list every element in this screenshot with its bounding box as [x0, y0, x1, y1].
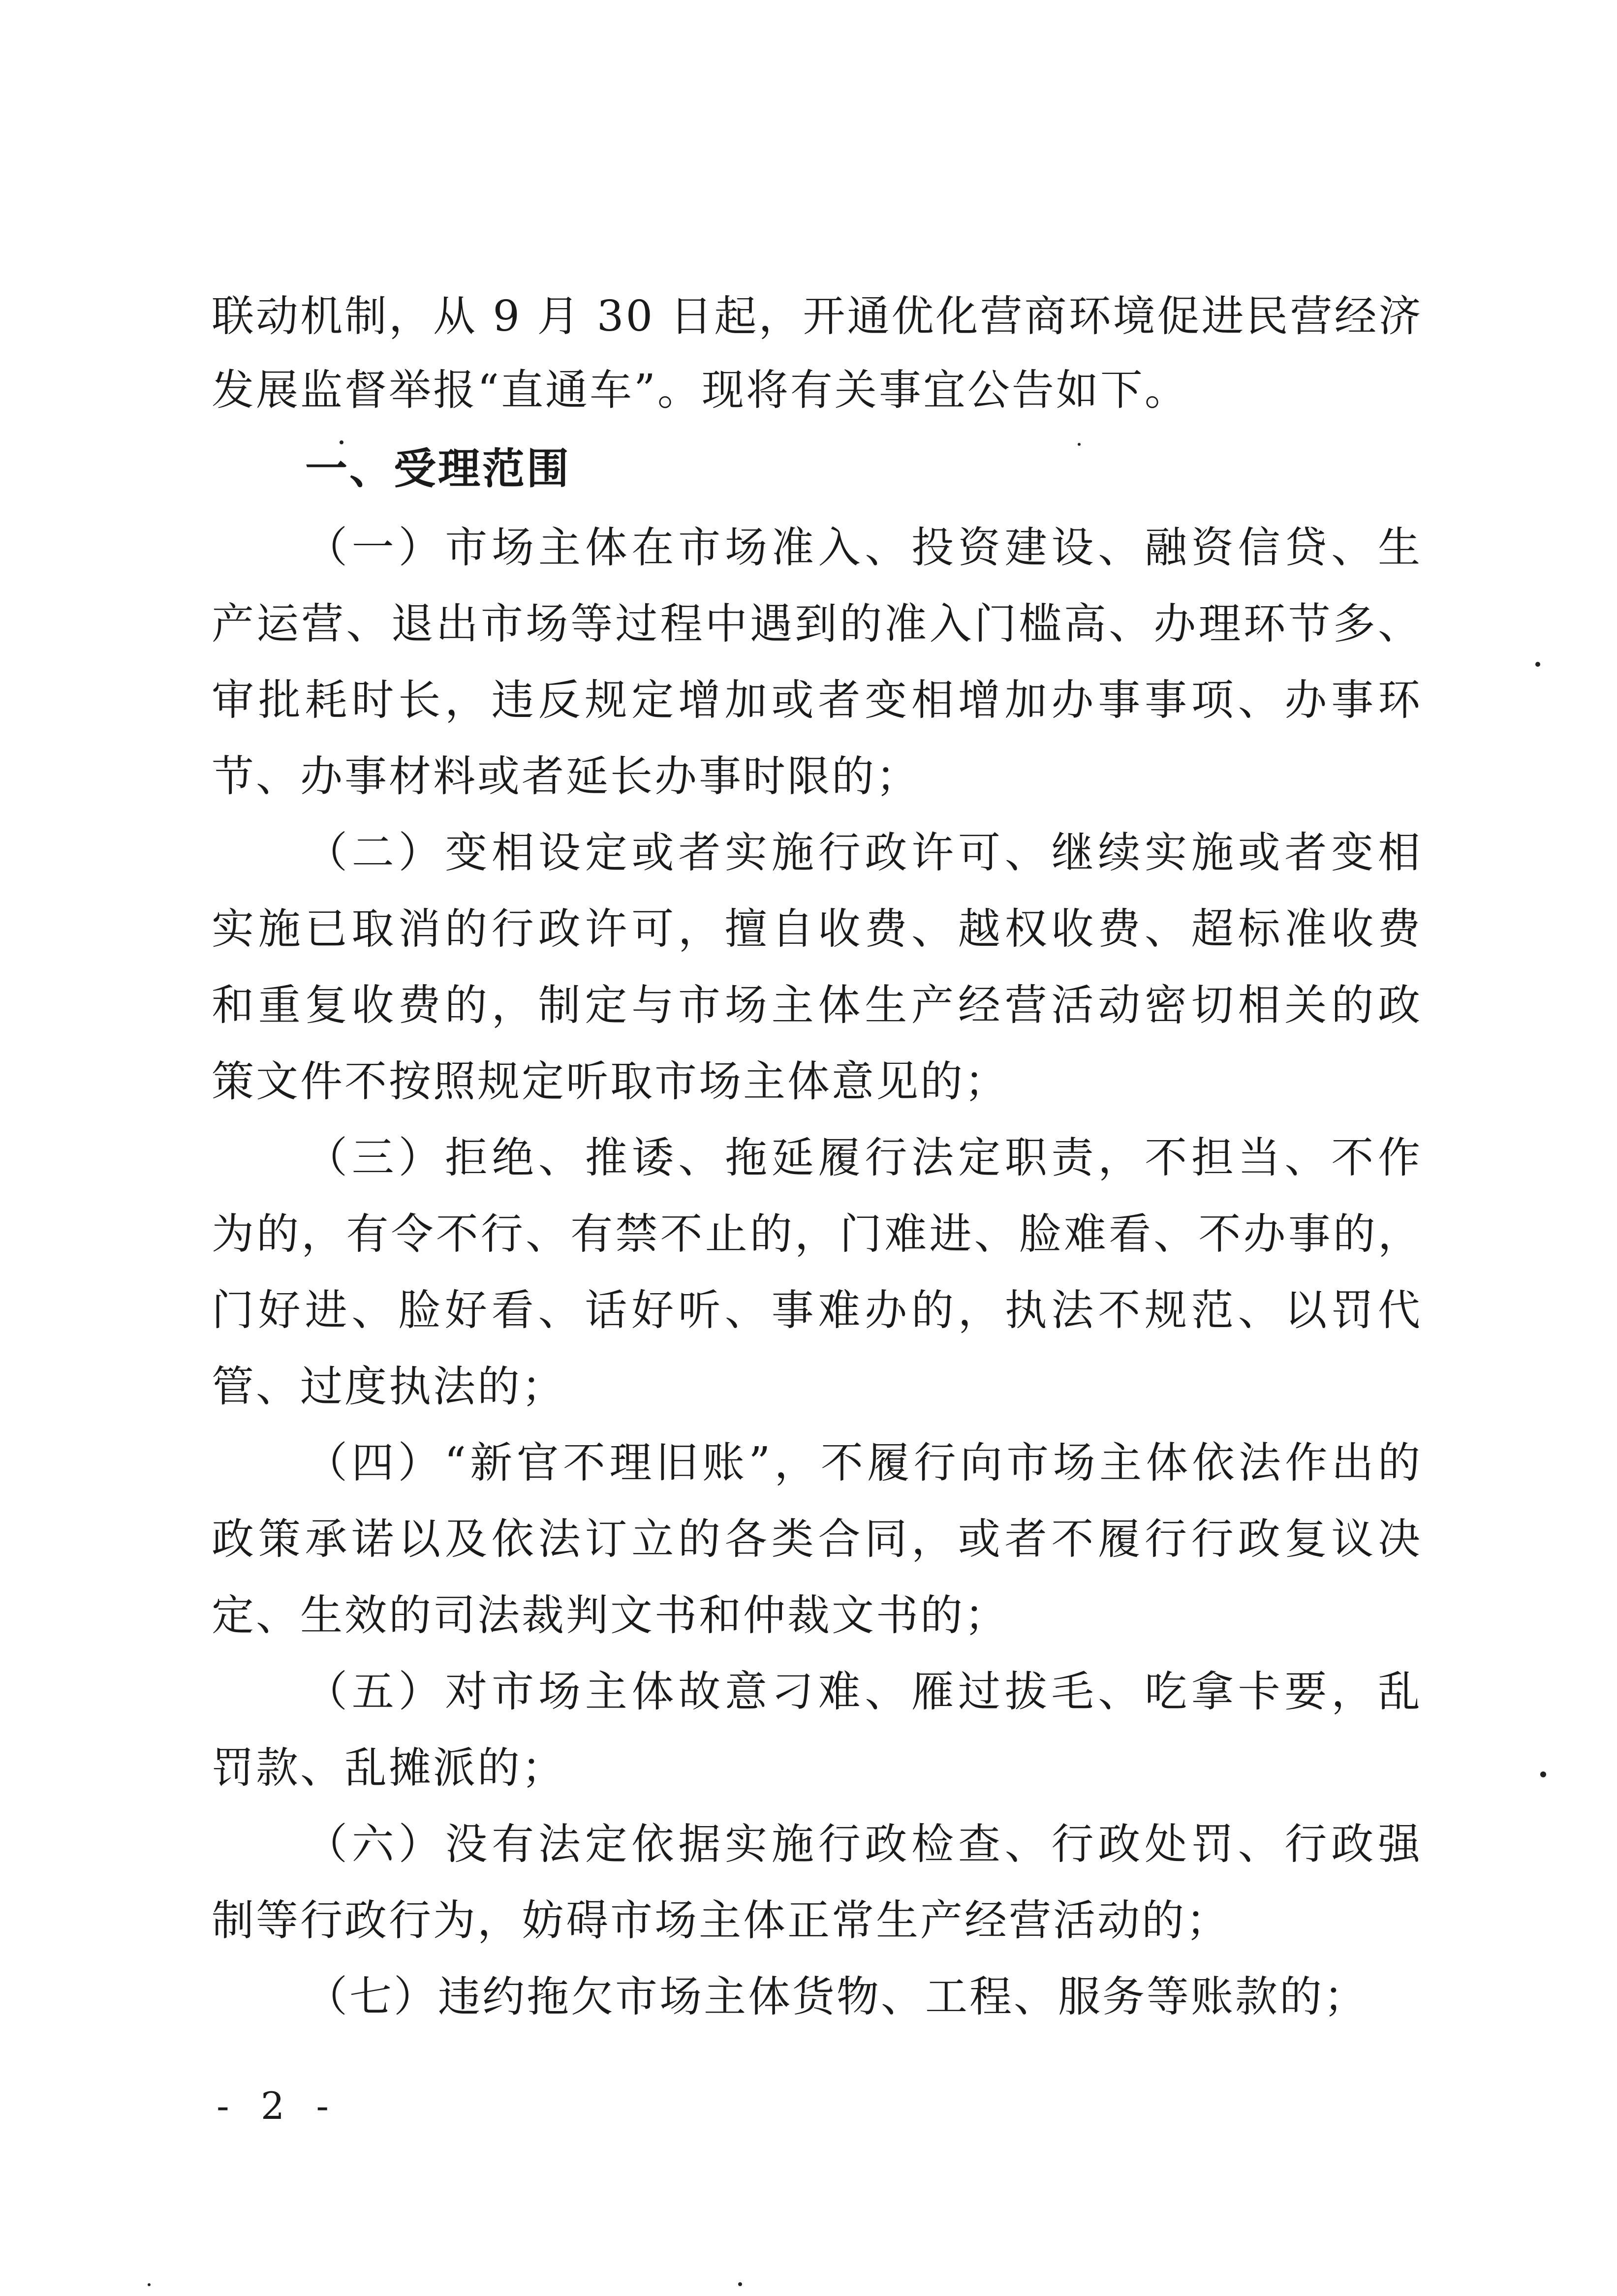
- paragraph-line: 实施已取消的行政许可，擅自收费、越权收费、超标准收费: [212, 904, 1422, 954]
- paragraph-line: （六）没有法定依据实施行政检查、行政处罚、行政强: [305, 1820, 1422, 1869]
- paragraph-line: 政策承诺以及依法订立的各类合同，或者不履行行政复议决: [212, 1515, 1422, 1564]
- paragraph-line: （三）拒绝、推诿、拖延履行法定职责，不担当、不作: [305, 1133, 1422, 1182]
- paragraph-line: （四）“新官不理旧账”，不履行向市场主体依法作出的: [305, 1438, 1422, 1488]
- paragraph-line: 审批耗时长，违反规定增加或者变相增加办事事项、办事环: [212, 676, 1422, 725]
- paragraph-line: 为的，有令不行、有禁不止的，门难进、脸难看、不办事的，: [212, 1210, 1422, 1259]
- paragraph-line: 节、办事材料或者延长办事时限的；: [212, 752, 920, 801]
- scan-speck: [340, 440, 343, 444]
- paragraph-line: 管、过度执法的；: [212, 1362, 566, 1411]
- paragraph-line: 门好进、脸好看、话好听、事难办的，执法不规范、以罚代: [212, 1286, 1422, 1335]
- paragraph-line: 产运营、退出市场等过程中遇到的准入门槛高、办理环节多、: [212, 599, 1422, 649]
- paragraph-line: （二）变相设定或者实施行政许可、继续实施或者变相: [305, 828, 1422, 877]
- scan-speck: [148, 2283, 151, 2286]
- paragraph-line: 制等行政行为，妨碍市场主体正常生产经营活动的；: [212, 1896, 1230, 1945]
- paragraph-line: 定、生效的司法裁判文书和仲裁文书的；: [212, 1591, 1009, 1640]
- paragraph-line: 发展监督举报“直通车”。现将有关事宜公告如下。: [212, 366, 1189, 415]
- scan-speck: [738, 2282, 742, 2286]
- page-number: - 2 -: [217, 2084, 339, 2128]
- paragraph-line: 联动机制，从 9 月 30 日起，开通优化营商环境促进民营经济: [212, 292, 1423, 341]
- paragraph-line: （一）市场主体在市场准入、投资建设、融资信贷、生: [305, 523, 1422, 572]
- paragraph-line: （七）违约拖欠市场主体货物、工程、服务等账款的；: [305, 1972, 1368, 2021]
- scan-speck: [1078, 443, 1081, 446]
- scan-speck: [1535, 662, 1540, 667]
- paragraph-line: 和重复收费的，制定与市场主体生产经营活动密切相关的政: [212, 981, 1422, 1030]
- paragraph-line: 策文件不按照规定听取市场主体意见的；: [212, 1057, 1009, 1106]
- paragraph-line: 罚款、乱摊派的；: [212, 1743, 566, 1793]
- scan-speck: [1540, 1771, 1546, 1777]
- paragraph-line: （五）对市场主体故意刁难、雁过拔毛、吃拿卡要，乱: [305, 1667, 1422, 1716]
- section-heading: 一、受理范围: [305, 444, 571, 494]
